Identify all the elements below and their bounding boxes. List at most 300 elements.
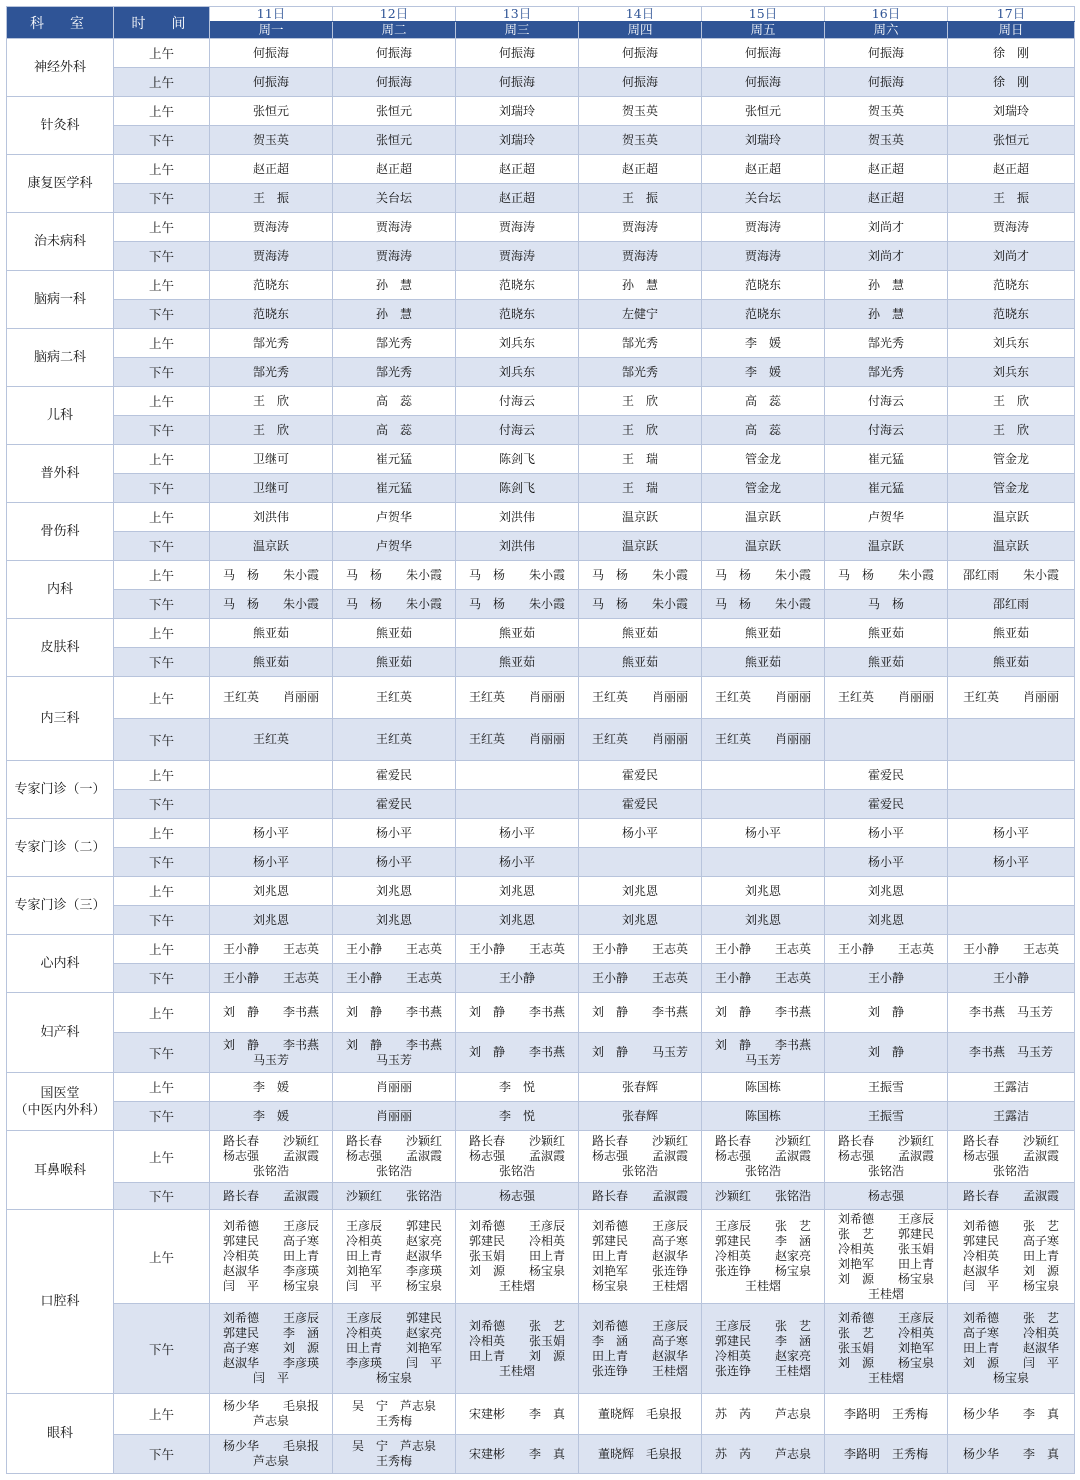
doctor-cell: 路长春 孟淑霞	[210, 1183, 333, 1210]
schedule-row	[7, 1394, 1075, 1435]
session-period: 上午	[114, 619, 210, 648]
doctor-cell: 霍爱民	[333, 761, 456, 790]
doctor-cell: 赵正超	[948, 155, 1075, 184]
doctor-cell: 孙 慧	[825, 300, 948, 329]
doctor-cell: 杨小平	[825, 819, 948, 848]
doctor-cell: 刘 静 李书燕	[210, 993, 333, 1033]
department-name: 普外科	[7, 445, 114, 503]
doctor-cell: 王 欣	[210, 387, 333, 416]
doctor-cell: 赵正超	[456, 184, 579, 213]
doctor-cell: 沙颖红 张铭浩	[702, 1183, 825, 1210]
doctor-cell: 郜光秀	[579, 358, 702, 387]
doctor-cell: 王小静 王志英	[579, 964, 702, 993]
doctor-cell: 关台坛	[333, 184, 456, 213]
schedule-row	[7, 39, 1075, 68]
doctor-cell: 何振海	[210, 39, 333, 68]
department-name: 针灸科	[7, 97, 114, 155]
doctor-cell: 刘洪伟	[456, 532, 579, 561]
doctor-cell: 王彦辰 郭建民 冷相英 赵家亮 田上青 刘艳军 李彦瑛 闫 平 杨宝泉	[333, 1304, 456, 1394]
doctor-cell	[948, 877, 1075, 906]
session-period: 上午	[114, 213, 210, 242]
date-header: 12日	[333, 7, 456, 22]
doctor-cell: 王红英	[333, 719, 456, 761]
doctor-cell: 陈国栋	[702, 1102, 825, 1131]
doctor-cell: 关台坛	[702, 184, 825, 213]
doctor-cell: 卫继可	[210, 474, 333, 503]
doctor-cell: 王小静 王志英	[825, 935, 948, 964]
doctor-cell: 贾海涛	[579, 242, 702, 271]
doctor-cell: 邵红雨	[948, 590, 1075, 619]
schedule-row	[7, 300, 1075, 329]
doctor-cell: 刘 静 李书燕	[456, 993, 579, 1033]
doctor-cell: 马 杨 朱小霞	[456, 590, 579, 619]
doctor-cell: 范晓东	[702, 271, 825, 300]
doctor-cell: 赵正超	[579, 155, 702, 184]
schedule-row	[7, 819, 1075, 848]
doctor-cell: 路长春 沙颖红 杨志强 孟淑霞 张铭浩	[948, 1131, 1075, 1183]
doctor-cell: 肖丽丽	[333, 1102, 456, 1131]
date-header: 13日	[456, 7, 579, 22]
doctor-cell: 马 杨 朱小霞	[333, 590, 456, 619]
doctor-cell: 范晓东	[948, 300, 1075, 329]
doctor-cell: 李 媛	[702, 358, 825, 387]
weekday-header: 周一	[210, 22, 333, 39]
schedule-row	[7, 329, 1075, 358]
date-header: 14日	[579, 7, 702, 22]
doctor-cell: 赵正超	[210, 155, 333, 184]
schedule-header	[7, 7, 1075, 39]
doctor-cell: 王露洁	[948, 1073, 1075, 1102]
doctor-cell: 何振海	[825, 68, 948, 97]
doctor-cell: 张恒元	[333, 97, 456, 126]
doctor-cell: 吴 宁 芦志泉 王秀梅	[333, 1394, 456, 1435]
session-period: 上午	[114, 761, 210, 790]
doctor-cell: 卫继可	[210, 445, 333, 474]
doctor-cell: 徐 刚	[948, 39, 1075, 68]
doctor-cell: 刘希德 王彦辰 李 涵 高子寒 田上青 赵淑华 张连铮 王桂熠	[579, 1304, 702, 1394]
doctor-cell: 杨小平	[825, 848, 948, 877]
doctor-cell: 杨小平	[333, 848, 456, 877]
session-period: 下午	[114, 848, 210, 877]
doctor-cell: 刘兆恩	[825, 906, 948, 935]
doctor-cell: 马 杨	[825, 590, 948, 619]
doctor-cell: 贾海涛	[456, 213, 579, 242]
doctor-cell: 卢贺华	[333, 532, 456, 561]
schedule-row	[7, 590, 1075, 619]
doctor-cell: 李 悦	[456, 1073, 579, 1102]
schedule-body	[7, 39, 1075, 1474]
session-period: 上午	[114, 1073, 210, 1102]
doctor-cell	[948, 906, 1075, 935]
doctor-cell: 董晓辉 毛泉报	[579, 1394, 702, 1435]
doctor-cell: 李 媛	[210, 1073, 333, 1102]
doctor-cell: 刘希德 王彦辰 郭建民 高子寒 冷相英 田上青 赵淑华 李彦瑛 闫 平 杨宝泉	[210, 1210, 333, 1304]
doctor-cell: 刘兵东	[948, 329, 1075, 358]
schedule-row	[7, 155, 1075, 184]
doctor-cell: 王 欣	[579, 387, 702, 416]
doctor-cell: 范晓东	[702, 300, 825, 329]
doctor-cell: 左健宁	[579, 300, 702, 329]
doctor-cell	[579, 848, 702, 877]
doctor-cell: 何振海	[333, 68, 456, 97]
session-period: 上午	[114, 39, 210, 68]
doctor-cell: 李路明 王秀梅	[825, 1435, 948, 1474]
doctor-cell: 卢贺华	[825, 503, 948, 532]
doctor-cell: 吴 宁 芦志泉 王秀梅	[333, 1435, 456, 1474]
doctor-cell: 崔元猛	[825, 474, 948, 503]
doctor-cell: 霍爱民	[825, 761, 948, 790]
schedule-row	[7, 126, 1075, 155]
doctor-cell: 温京跃	[579, 532, 702, 561]
doctor-cell: 崔元猛	[825, 445, 948, 474]
schedule-row	[7, 619, 1075, 648]
doctor-cell: 徐 刚	[948, 68, 1075, 97]
doctor-cell: 刘兵东	[948, 358, 1075, 387]
doctor-cell: 熊亚茹	[210, 619, 333, 648]
date-header: 15日	[702, 7, 825, 22]
session-period: 下午	[114, 964, 210, 993]
doctor-cell: 刘 静	[825, 993, 948, 1033]
doctor-cell: 赵正超	[456, 155, 579, 184]
doctor-cell	[948, 719, 1075, 761]
doctor-cell: 范晓东	[948, 271, 1075, 300]
doctor-cell	[702, 790, 825, 819]
schedule-row	[7, 416, 1075, 445]
doctor-cell: 贺玉英	[825, 126, 948, 155]
doctor-cell: 刘兆恩	[333, 906, 456, 935]
doctor-cell: 张春辉	[579, 1073, 702, 1102]
doctor-cell: 刘 静 李书燕	[579, 993, 702, 1033]
weekday-header: 周五	[702, 22, 825, 39]
doctor-cell: 王小静 王志英	[702, 964, 825, 993]
schedule-row	[7, 1033, 1075, 1073]
doctor-cell: 熊亚茹	[702, 619, 825, 648]
schedule-row	[7, 993, 1075, 1033]
schedule-row	[7, 271, 1075, 300]
doctor-cell: 杨少华 李 真	[948, 1435, 1075, 1474]
session-period: 上午	[114, 387, 210, 416]
doctor-cell: 李 媛	[210, 1102, 333, 1131]
doctor-cell: 熊亚茹	[579, 648, 702, 677]
doctor-cell: 贾海涛	[579, 213, 702, 242]
doctor-cell: 杨小平	[210, 819, 333, 848]
doctor-cell: 何振海	[210, 68, 333, 97]
doctor-cell: 贺玉英	[825, 97, 948, 126]
doctor-cell: 刘希德 王彦辰 张 艺 郭建民 冷相英 张玉娟 刘艳军 田上青 刘 源 杨宝泉 王桂熠	[825, 1210, 948, 1304]
schedule-row	[7, 848, 1075, 877]
doctor-cell	[702, 848, 825, 877]
doctor-cell: 王小静 王志英	[210, 935, 333, 964]
doctor-cell: 王红英 肖丽丽	[456, 677, 579, 719]
doctor-cell: 管金龙	[948, 474, 1075, 503]
doctor-cell: 郜光秀	[825, 329, 948, 358]
doctor-cell: 王小静 王志英	[579, 935, 702, 964]
doctor-cell: 刘 静 李书燕 马玉芳	[702, 1033, 825, 1073]
doctor-cell: 马 杨 朱小霞	[210, 561, 333, 590]
doctor-cell: 刘兆恩	[825, 877, 948, 906]
department-name: 神经外科	[7, 39, 114, 97]
doctor-cell: 杨志强	[456, 1183, 579, 1210]
doctor-cell: 熊亚茹	[825, 619, 948, 648]
doctor-cell: 何振海	[702, 68, 825, 97]
schedule-row	[7, 184, 1075, 213]
doctor-cell: 张春辉	[579, 1102, 702, 1131]
session-period: 上午	[114, 993, 210, 1033]
doctor-cell: 李 媛	[702, 329, 825, 358]
doctor-cell: 霍爱民	[333, 790, 456, 819]
doctor-cell: 王彦辰 郭建民 冷相英 赵家亮 田上青 赵淑华 刘艳军 李彦瑛 闫 平 杨宝泉	[333, 1210, 456, 1304]
doctor-cell: 刘希德 王彦辰 张 艺 冷相英 张玉娟 刘艳军 刘 源 杨宝泉 王桂熠	[825, 1304, 948, 1394]
schedule-row	[7, 964, 1075, 993]
session-period: 下午	[114, 416, 210, 445]
doctor-cell: 熊亚茹	[948, 648, 1075, 677]
doctor-cell: 刘尚才	[825, 242, 948, 271]
date-header: 16日	[825, 7, 948, 22]
doctor-cell: 付海云	[456, 416, 579, 445]
doctor-cell: 贺玉英	[579, 126, 702, 155]
session-period: 下午	[114, 1102, 210, 1131]
doctor-cell: 王露洁	[948, 1102, 1075, 1131]
session-period: 上午	[114, 68, 210, 97]
doctor-cell: 杨少华 毛泉报 芦志泉	[210, 1435, 333, 1474]
doctor-cell: 宋建彬 李 真	[456, 1435, 579, 1474]
department-name: 心内科	[7, 935, 114, 993]
session-period: 下午	[114, 1304, 210, 1394]
doctor-cell: 王红英	[333, 677, 456, 719]
doctor-cell: 刘兵东	[456, 329, 579, 358]
session-period: 上午	[114, 329, 210, 358]
doctor-cell: 王 欣	[948, 387, 1075, 416]
doctor-cell: 王红英 肖丽丽	[210, 677, 333, 719]
doctor-cell: 杨小平	[456, 819, 579, 848]
doctor-cell: 范晓东	[456, 300, 579, 329]
session-period: 下午	[114, 906, 210, 935]
doctor-cell	[210, 761, 333, 790]
doctor-cell: 温京跃	[948, 503, 1075, 532]
doctor-cell: 何振海	[456, 68, 579, 97]
doctor-cell: 王红英 肖丽丽	[456, 719, 579, 761]
doctor-cell: 范晓东	[210, 271, 333, 300]
doctor-cell: 苏 芮 芦志泉	[702, 1435, 825, 1474]
doctor-cell: 杨小平	[579, 819, 702, 848]
doctor-cell: 崔元猛	[333, 474, 456, 503]
weekday-header: 周三	[456, 22, 579, 39]
doctor-cell: 刘兆恩	[702, 906, 825, 935]
doctor-cell: 杨小平	[948, 819, 1075, 848]
doctor-cell: 王小静 王志英	[210, 964, 333, 993]
doctor-cell	[825, 719, 948, 761]
doctor-cell: 刘 静	[825, 1033, 948, 1073]
doctor-cell: 高 蕊	[333, 387, 456, 416]
doctor-cell: 杨小平	[210, 848, 333, 877]
doctor-cell: 王 欣	[948, 416, 1075, 445]
doctor-cell: 马 杨 朱小霞	[702, 590, 825, 619]
session-period: 下午	[114, 242, 210, 271]
doctor-cell: 杨小平	[333, 819, 456, 848]
session-period: 下午	[114, 532, 210, 561]
schedule-row	[7, 906, 1075, 935]
doctor-cell: 何振海	[333, 39, 456, 68]
session-period: 上午	[114, 1394, 210, 1435]
department-name: 骨伤科	[7, 503, 114, 561]
session-period: 下午	[114, 126, 210, 155]
department-name: 脑病一科	[7, 271, 114, 329]
doctor-cell: 王小静 王志英	[702, 935, 825, 964]
doctor-cell	[456, 761, 579, 790]
schedule-row	[7, 445, 1075, 474]
doctor-cell: 马 杨 朱小霞	[579, 590, 702, 619]
doctor-cell: 王小静 王志英	[948, 935, 1075, 964]
department-name: 眼科	[7, 1394, 114, 1474]
doctor-cell: 郜光秀	[210, 329, 333, 358]
weekday-header: 周日	[948, 22, 1075, 39]
schedule-row	[7, 503, 1075, 532]
session-period: 上午	[114, 155, 210, 184]
doctor-cell: 贺玉英	[210, 126, 333, 155]
doctor-cell: 何振海	[456, 39, 579, 68]
doctor-cell: 杨小平	[702, 819, 825, 848]
session-period: 上午	[114, 877, 210, 906]
doctor-cell: 贾海涛	[702, 213, 825, 242]
department-name: 专家门诊（三）	[7, 877, 114, 935]
schedule-row	[7, 877, 1075, 906]
doctor-cell: 马 杨 朱小霞	[210, 590, 333, 619]
schedule-row	[7, 358, 1075, 387]
doctor-cell: 李书燕 马玉芳	[948, 1033, 1075, 1073]
department-name: 口腔科	[7, 1210, 114, 1394]
doctor-cell: 管金龙	[948, 445, 1075, 474]
schedule-row	[7, 474, 1075, 503]
doctor-cell: 刘兆恩	[333, 877, 456, 906]
session-period: 上午	[114, 445, 210, 474]
schedule-row	[7, 1210, 1075, 1304]
doctor-cell: 温京跃	[825, 532, 948, 561]
doctor-cell: 刘尚才	[948, 242, 1075, 271]
doctor-cell: 温京跃	[702, 532, 825, 561]
weekday-header: 周二	[333, 22, 456, 39]
doctor-cell: 杨少华 李 真	[948, 1394, 1075, 1435]
doctor-cell: 马 杨 朱小霞	[825, 561, 948, 590]
session-period: 下午	[114, 1183, 210, 1210]
doctor-cell: 刘希德 张 艺 冷相英 张玉娟 田上青 刘 源 王桂熠	[456, 1304, 579, 1394]
doctor-cell: 陈剑飞	[456, 474, 579, 503]
department-name: 国医堂 （中医内外科）	[7, 1073, 114, 1131]
doctor-cell: 王小静 王志英	[333, 964, 456, 993]
doctor-cell: 熊亚茹	[702, 648, 825, 677]
doctor-cell: 王 欣	[579, 416, 702, 445]
doctor-cell: 孙 慧	[579, 271, 702, 300]
doctor-cell: 霍爱民	[579, 761, 702, 790]
doctor-cell: 刘兆恩	[456, 906, 579, 935]
doctor-cell: 刘希德 张 艺 高子寒 冷相英 田上青 赵淑华 刘 源 闫 平 杨宝泉	[948, 1304, 1075, 1394]
doctor-cell: 刘瑞玲	[456, 126, 579, 155]
doctor-cell: 温京跃	[579, 503, 702, 532]
department-name: 治未病科	[7, 213, 114, 271]
doctor-cell: 刘 静 李书燕 马玉芳	[210, 1033, 333, 1073]
doctor-cell: 刘 静 李书燕 马玉芳	[333, 1033, 456, 1073]
doctor-cell: 李路明 王秀梅	[825, 1394, 948, 1435]
doctor-cell: 张恒元	[210, 97, 333, 126]
doctor-cell: 刘兵东	[456, 358, 579, 387]
doctor-cell: 李书燕 马玉芳	[948, 993, 1075, 1033]
doctor-cell: 路长春 孟淑霞	[579, 1183, 702, 1210]
schedule-row	[7, 68, 1075, 97]
session-period: 下午	[114, 590, 210, 619]
doctor-cell: 刘兆恩	[456, 877, 579, 906]
session-period: 下午	[114, 474, 210, 503]
date-header: 11日	[210, 7, 333, 22]
session-period: 上午	[114, 503, 210, 532]
doctor-cell: 刘瑞玲	[702, 126, 825, 155]
session-period: 下午	[114, 358, 210, 387]
doctor-cell: 熊亚茹	[579, 619, 702, 648]
doctor-cell: 陈国栋	[702, 1073, 825, 1102]
doctor-cell: 马 杨 朱小霞	[456, 561, 579, 590]
clinic-schedule-table	[6, 6, 1075, 1474]
doctor-cell: 贾海涛	[210, 213, 333, 242]
doctor-cell: 沙颖红 张铭浩	[333, 1183, 456, 1210]
doctor-cell: 温京跃	[210, 532, 333, 561]
doctor-cell: 杨少华 毛泉报 芦志泉	[210, 1394, 333, 1435]
doctor-cell: 张恒元	[333, 126, 456, 155]
doctor-cell: 赵正超	[333, 155, 456, 184]
weekday-header: 周四	[579, 22, 702, 39]
doctor-cell: 张恒元	[948, 126, 1075, 155]
doctor-cell: 付海云	[456, 387, 579, 416]
department-name: 内科	[7, 561, 114, 619]
doctor-cell: 温京跃	[948, 532, 1075, 561]
doctor-cell: 郜光秀	[333, 358, 456, 387]
department-name: 皮肤科	[7, 619, 114, 677]
doctor-cell: 付海云	[825, 387, 948, 416]
session-period: 上午	[114, 1210, 210, 1304]
session-period: 上午	[114, 819, 210, 848]
session-period: 上午	[114, 271, 210, 300]
doctor-cell: 赵正超	[825, 155, 948, 184]
doctor-cell: 熊亚茹	[948, 619, 1075, 648]
doctor-cell: 王红英 肖丽丽	[702, 677, 825, 719]
doctor-cell: 贺玉英	[579, 97, 702, 126]
doctor-cell: 马 杨 朱小霞	[333, 561, 456, 590]
doctor-cell: 肖丽丽	[333, 1073, 456, 1102]
doctor-cell: 熊亚茹	[333, 648, 456, 677]
doctor-cell: 高 蕊	[702, 387, 825, 416]
doctor-cell: 刘 静 马玉芳	[579, 1033, 702, 1073]
department-name: 专家门诊（一）	[7, 761, 114, 819]
department-name: 妇产科	[7, 993, 114, 1073]
doctor-cell: 刘 静 李书燕	[702, 993, 825, 1033]
doctor-cell: 王小静	[456, 964, 579, 993]
doctor-cell: 马 杨 朱小霞	[702, 561, 825, 590]
doctor-cell: 贾海涛	[702, 242, 825, 271]
doctor-cell: 刘希德 王彦辰 郭建民 李 涵 高子寒 刘 源 赵淑华 李彦瑛 闫 平	[210, 1304, 333, 1394]
doctor-cell: 苏 芮 芦志泉	[702, 1394, 825, 1435]
doctor-cell: 刘希德 张 艺 郭建民 高子寒 冷相英 田上青 赵淑华 刘 源 闫 平 杨宝泉	[948, 1210, 1075, 1304]
session-period: 下午	[114, 719, 210, 761]
doctor-cell: 王红英	[210, 719, 333, 761]
schedule-row	[7, 1304, 1075, 1394]
schedule-row	[7, 1131, 1075, 1183]
doctor-cell: 郜光秀	[333, 329, 456, 358]
doctor-cell: 王 振	[948, 184, 1075, 213]
weekday-header: 周六	[825, 22, 948, 39]
doctor-cell	[456, 790, 579, 819]
session-period: 下午	[114, 1033, 210, 1073]
doctor-cell: 路长春 沙颖红 杨志强 孟淑霞 张铭浩	[579, 1131, 702, 1183]
department-name: 康复医学科	[7, 155, 114, 213]
doctor-cell: 王振雪	[825, 1102, 948, 1131]
doctor-cell: 管金龙	[702, 474, 825, 503]
